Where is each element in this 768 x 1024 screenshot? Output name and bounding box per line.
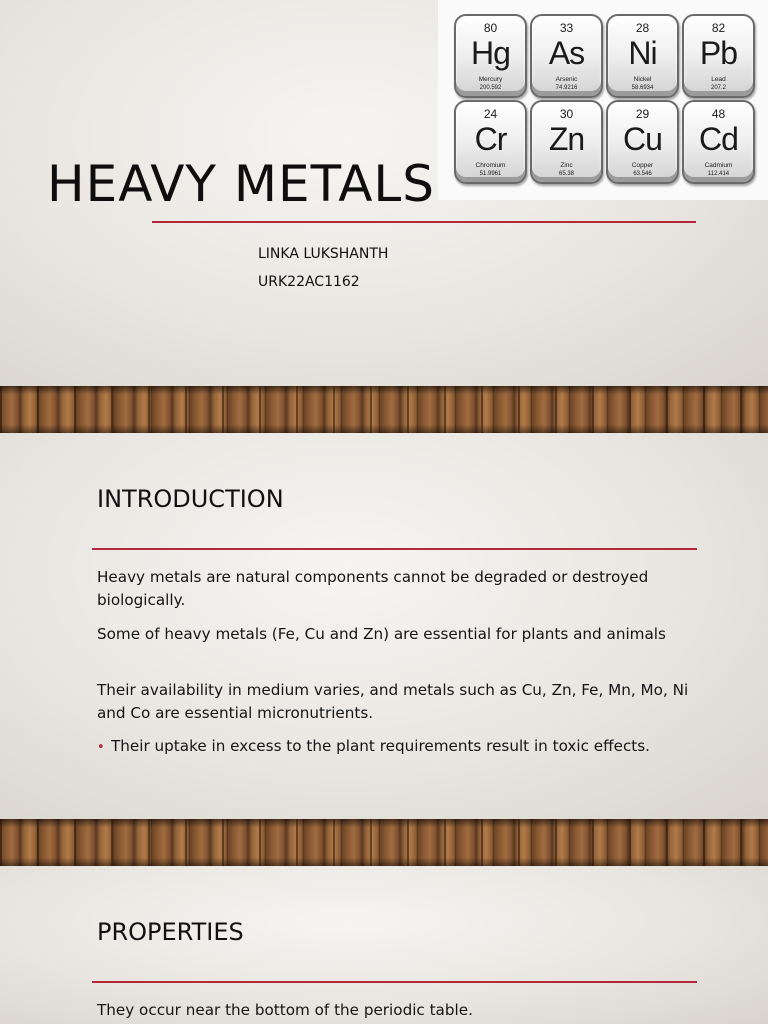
element-symbol: Hg [471,35,510,71]
element-name: Chromium [475,162,506,169]
element-symbol: As [548,35,585,71]
slide-heading: INTRODUCTION [97,485,284,513]
bullet-dot-icon: • [97,740,105,755]
element-mass: 65.38 [558,171,574,177]
properties-slide [0,866,768,1024]
element-name: Zinc [560,162,573,169]
element-name: Mercury [478,76,503,83]
accent-divider [92,548,697,550]
body-paragraph: They occur near the bottom of the periodic table. [97,1001,473,1019]
element-number: 80 [483,21,498,35]
element-symbol: Ni [628,35,657,71]
bullet-item [97,735,717,759]
element-symbol: Cr [474,121,507,157]
element-symbol: Pb [699,35,738,71]
element-tile-zn [530,100,603,184]
author-name: LINKA LUKSHANTH [258,246,389,262]
accent-divider [152,221,696,223]
element-mass: 63.546 [633,171,652,177]
element-number: 33 [559,21,574,35]
element-number: 30 [559,107,574,121]
element-symbol: Zn [548,121,585,157]
wood-floor-divider [0,819,768,866]
element-name: Nickel [633,76,652,83]
element-mass: 74.9216 [555,85,578,91]
element-tile-cu [606,100,679,184]
element-tile-cr [454,100,527,184]
wood-floor-divider [0,386,768,433]
element-mass: 200.592 [479,85,502,91]
element-name: Arsenic [555,76,578,83]
element-mass: 58.6934 [631,85,654,91]
title-slide [0,0,768,386]
element-tile-pb [682,14,755,98]
element-number: 29 [635,107,650,121]
body-paragraph: Their availability in medium varies, and metals such as Cu, Zn, Fe, Mn, Mo, Ni and Co are essential micronutrients. [97,681,689,722]
element-tile-ni [606,14,679,98]
periodic-table-image [438,0,768,200]
body-paragraph: Heavy metals are natural components cannot be degraded or destroyed biologically. [97,568,649,609]
accent-divider [92,981,697,983]
element-number: 28 [635,21,650,35]
element-symbol: Cd [699,121,738,157]
element-name: Copper [631,162,654,169]
element-number: 48 [711,107,726,121]
element-mass: 207.2 [710,85,726,91]
element-tile-hg [454,14,527,98]
slide-heading: PROPERTIES [97,918,244,946]
element-number: 82 [711,21,726,35]
element-number: 24 [483,107,498,121]
element-mass: 51.9961 [479,171,502,177]
element-symbol: Cu [623,121,662,157]
introduction-slide [0,433,768,819]
bullet-text: Their uptake in excess to the plant requirements result in toxic effects. [111,737,650,755]
element-name: Cadmium [704,162,733,169]
element-tile-as [530,14,603,98]
slide-title: HEAVY METALS [47,155,436,213]
registration-number: URK22AC1162 [258,274,360,290]
element-name: Lead [711,76,726,83]
body-paragraph: Some of heavy metals (Fe, Cu and Zn) are essential for plants and animals [97,625,666,643]
element-mass: 112.414 [707,171,730,177]
element-tile-cd [682,100,755,184]
